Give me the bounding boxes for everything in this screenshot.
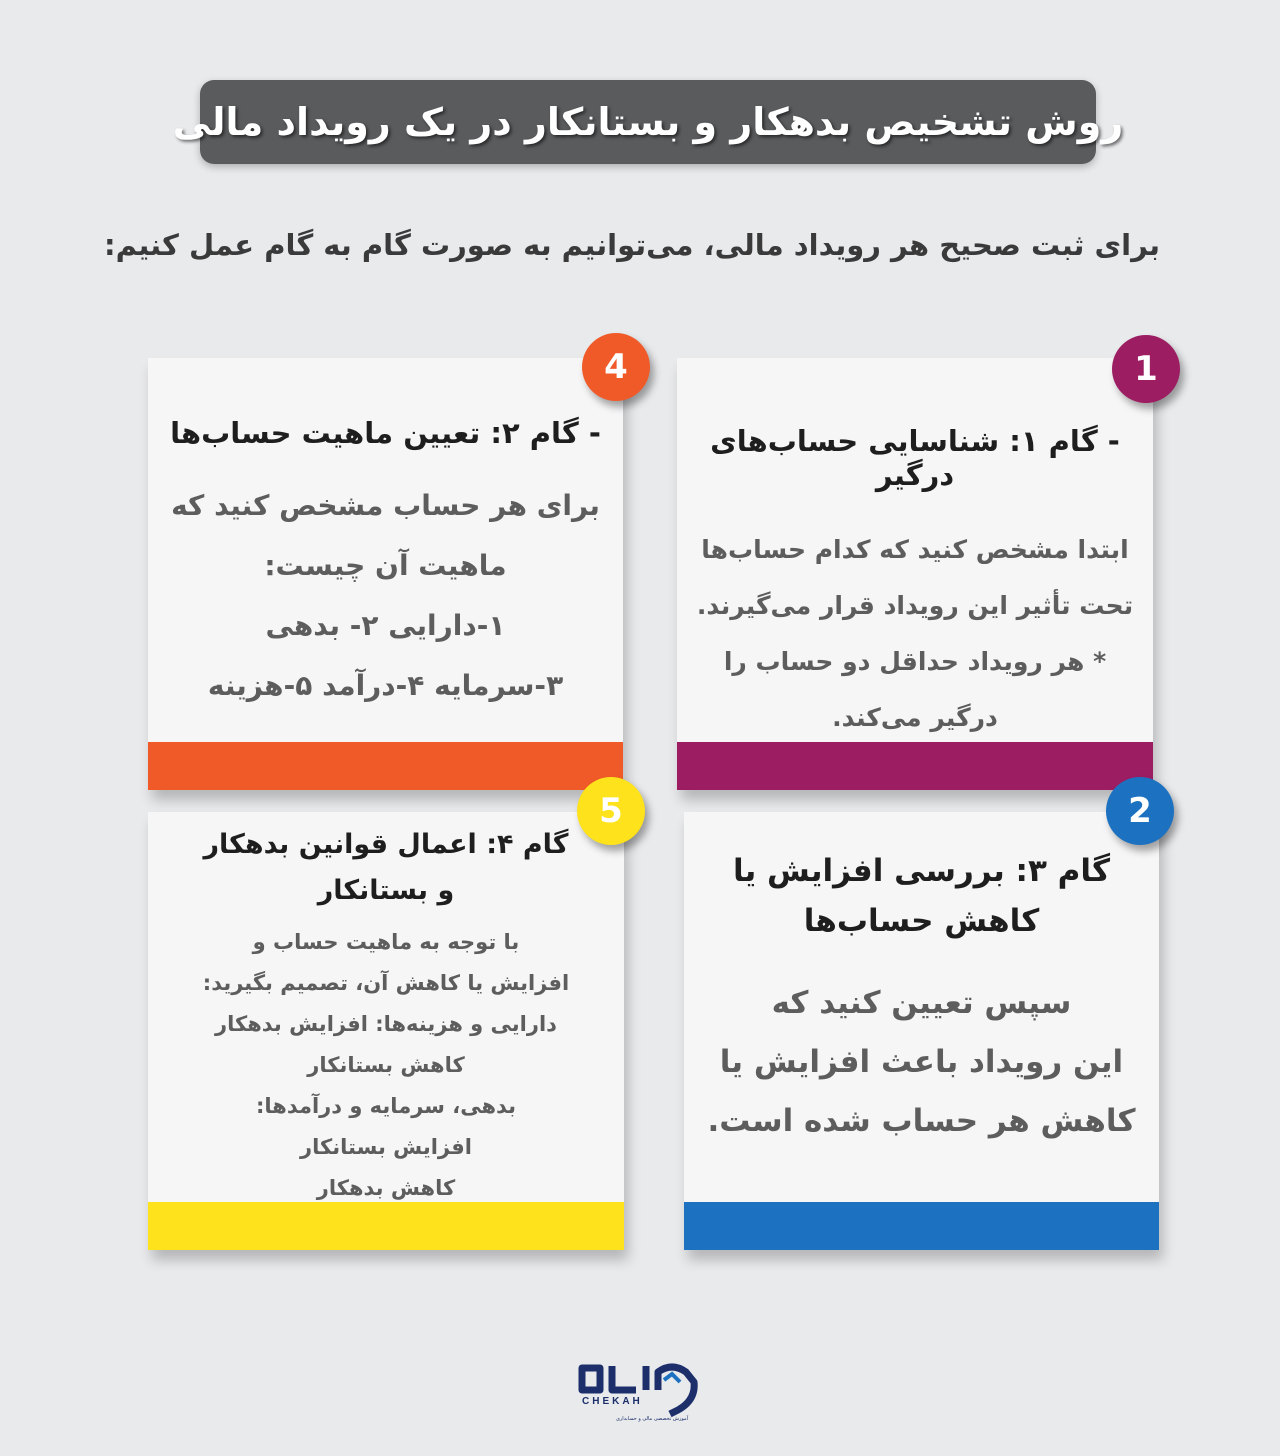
card-step-4-line: با توجه به ماهیت حساب و — [252, 930, 520, 954]
card-step-4-heading-line: گام ۴: اعمال قوانین بدهکار — [203, 829, 569, 860]
card-step-4-line: دارایی و هزینه‌ها: افزایش بدهکار — [215, 1012, 557, 1036]
step-1-badge: 1 — [1112, 335, 1180, 403]
card-step-3-color-bar — [684, 1202, 1159, 1250]
page-title: روش تشخیص بدهکار و بستانکار در یک رویداد مالی — [172, 100, 1124, 144]
card-step-3 — [684, 812, 1159, 1250]
title-banner — [172, 80, 1124, 164]
card-step-4-body — [148, 922, 624, 1209]
card-step-2-color-bar — [148, 742, 623, 790]
card-step-4 — [148, 812, 624, 1250]
card-step-3-heading — [684, 846, 1159, 946]
card-step-1-heading: - گام ۱: شناسایی حساب‌های درگیر — [710, 424, 1120, 492]
card-step-2-heading: - گام ۲: تعیین ماهیت حساب‌ها — [170, 416, 601, 450]
card-step-4-heading-line: و بستانکار — [317, 875, 455, 906]
card-step-4-line: بدهی، سرمایه و درآمدها: — [255, 1094, 517, 1118]
card-step-4-heading — [148, 822, 624, 914]
step-2-badge: 2 — [1106, 777, 1174, 845]
card-step-3-line: سپس تعیین کنید که — [771, 985, 1072, 1021]
card-step-1-line: تحت تأثیر این رویداد قرار می‌گیرند. — [696, 591, 1134, 620]
card-step-2-line: ۳-سرمایه ۴-درآمد ۵-هزینه — [207, 669, 564, 702]
card-step-3-heading-line: کاهش حساب‌ها — [803, 903, 1040, 939]
card-step-3-line: کاهش هر حساب شده است. — [707, 1103, 1136, 1139]
step-4-badge: 4 — [582, 333, 650, 401]
card-step-3-line: این رویداد باعث افزایش یا — [719, 1044, 1124, 1080]
card-step-2-body — [148, 476, 623, 716]
card-step-4-line: کاهش بستانکار — [307, 1053, 465, 1077]
chekah-logo-mark — [560, 1360, 720, 1426]
card-step-1-line: درگیر می‌کند. — [832, 703, 998, 732]
logo-latin-text: CHEKAH — [582, 1396, 643, 1407]
card-step-1-line: * هر رویداد حداقل دو حساب را — [723, 647, 1107, 676]
card-step-1 — [677, 358, 1153, 790]
card-step-2 — [148, 358, 623, 790]
card-step-2-line: برای هر حساب مشخص کنید که — [171, 489, 600, 522]
card-step-4-line: افزایش یا کاهش آن، تصمیم بگیرید: — [202, 971, 570, 995]
card-step-2-line: ۱-دارایی ۲- بدهی — [265, 609, 506, 642]
card-step-1-body — [677, 522, 1153, 746]
card-step-4-line: افزایش بستانکار — [300, 1135, 472, 1159]
chekah-logo — [560, 1360, 720, 1426]
card-step-4-line: کاهش بدهکار — [316, 1176, 456, 1200]
card-step-4-color-bar — [148, 1202, 624, 1250]
card-step-3-body — [684, 974, 1159, 1151]
card-step-3-heading-line: گام ۳: بررسی افزایش یا — [732, 853, 1111, 889]
card-step-2-line: ماهیت آن چیست: — [264, 549, 507, 582]
card-step-1-line: ابتدا مشخص کنید که کدام حساب‌ها — [701, 535, 1129, 564]
intro-text: برای ثبت صحیح هر رویداد مالی، می‌توانیم به صورت گام به گام عمل کنیم: — [103, 228, 1160, 262]
card-step-1-color-bar — [677, 742, 1153, 790]
step-5-badge: 5 — [577, 777, 645, 845]
logo-tagline: آموزش تخصصی مالی و حسابداری — [615, 1416, 689, 1422]
